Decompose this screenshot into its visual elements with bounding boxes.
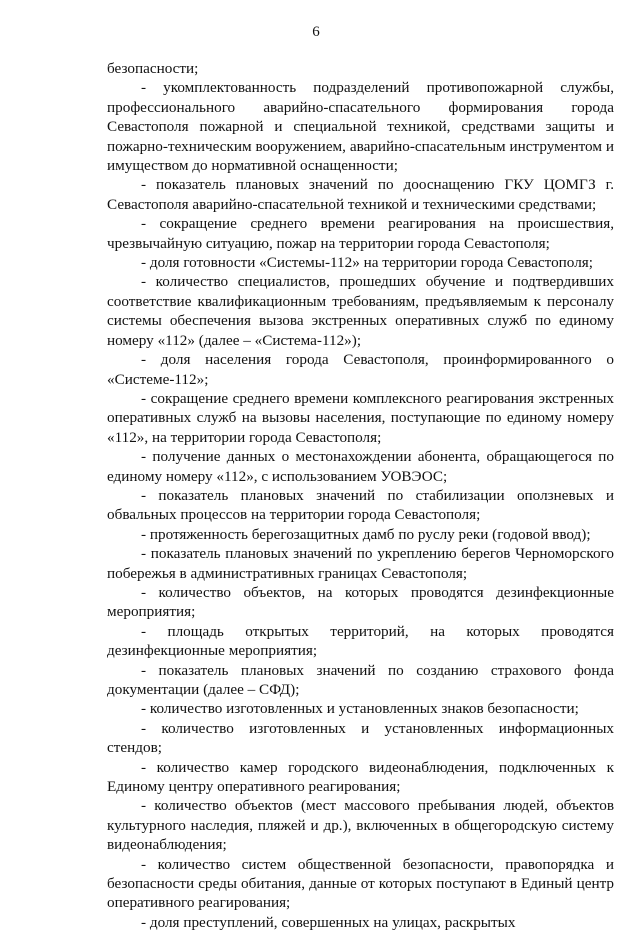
paragraph: - количество систем общественной безопасности, правопорядка и безопасности среды обитания, данные от которых поступают в Единый центр оперативного реагирования; xyxy=(107,855,614,912)
paragraph: - количество объектов, на которых проводятся дезинфекционные мероприятия; xyxy=(107,583,614,621)
paragraph: - количество камер городского видеонаблюдения, подключенных к Единому центру оперативного реагирования; xyxy=(107,758,614,796)
paragraph: - количество специалистов, прошедших обучение и подтвердивших соответствие квалификационным требованиям, предъявляемым к персоналу системы обеспечения вызова экстренных оперативных служб по единому номеру «112» (далее – «Система-112»); xyxy=(107,273,614,349)
paragraph: - показатель плановых значений по дооснащению ГКУ ЦОМГЗ г. Севастополя аварийно-спасательной техникой и техническими средствами; xyxy=(107,176,614,213)
paragraph: - доля населения города Севастополя, проинформированного о «Системе-112»; xyxy=(107,351,614,388)
paragraph: - показатель плановых значений по укреплению берегов Черноморского побережья в административных границах Севастополя; xyxy=(107,545,614,582)
paragraph: - количество изготовленных и установленных знаков безопасности; xyxy=(141,700,579,718)
paragraph: - показатель плановых значений по созданию страхового фонда документации (далее – СФД); xyxy=(107,661,614,698)
paragraph: - количество изготовленных и установленных информационных стендов; xyxy=(107,719,614,757)
paragraph: - количество объектов (мест массового пребывания людей, объектов культурного наследия, пляжей и др.), включенных в общегородскую систему видеонаблюдения; xyxy=(107,797,614,854)
paragraph: - укомплектованность подразделений противопожарной службы, профессионального аварийно-спасательного формирования города Севастополя пожарной и специальной техникой, средствами защиты и пожарно-техническим вооружением, аварийно-спасательным инструментом и имуществом до нормативной оснащенности; xyxy=(107,79,614,175)
page-number: 6 xyxy=(312,24,320,40)
document-body xyxy=(107,59,614,932)
paragraph: - сокращение среднего времени комплексного реагирования экстренных оперативных служб на вызовы населения, поступающие по единому номеру «112», на территории города Севастополя; xyxy=(107,389,614,446)
paragraph: - протяженность берегозащитных дамб по руслу реки (годовой ввод); xyxy=(141,525,591,543)
paragraph: - получение данных о местонахождении абонента, обращающегося по единому номеру «112», с использованием УОВЭОС; xyxy=(107,448,614,485)
paragraph: безопасности; xyxy=(107,60,199,77)
paragraph: - площадь открытых территорий, на которых проводятся дезинфекционные мероприятия; xyxy=(107,622,614,660)
paragraph: - показатель плановых значений по стабилизации оползневых и обвальных процессов на территории города Севастополя; xyxy=(107,486,614,524)
paragraph: - доля преступлений, совершенных на улицах, раскрытых xyxy=(141,913,516,931)
paragraph: - доля готовности «Системы-112» на территории города Севастополя; xyxy=(141,254,593,272)
paragraph: - сокращение среднего времени реагирования на происшествия, чрезвычайную ситуацию, пожар на территории города Севастополя; xyxy=(107,215,614,252)
